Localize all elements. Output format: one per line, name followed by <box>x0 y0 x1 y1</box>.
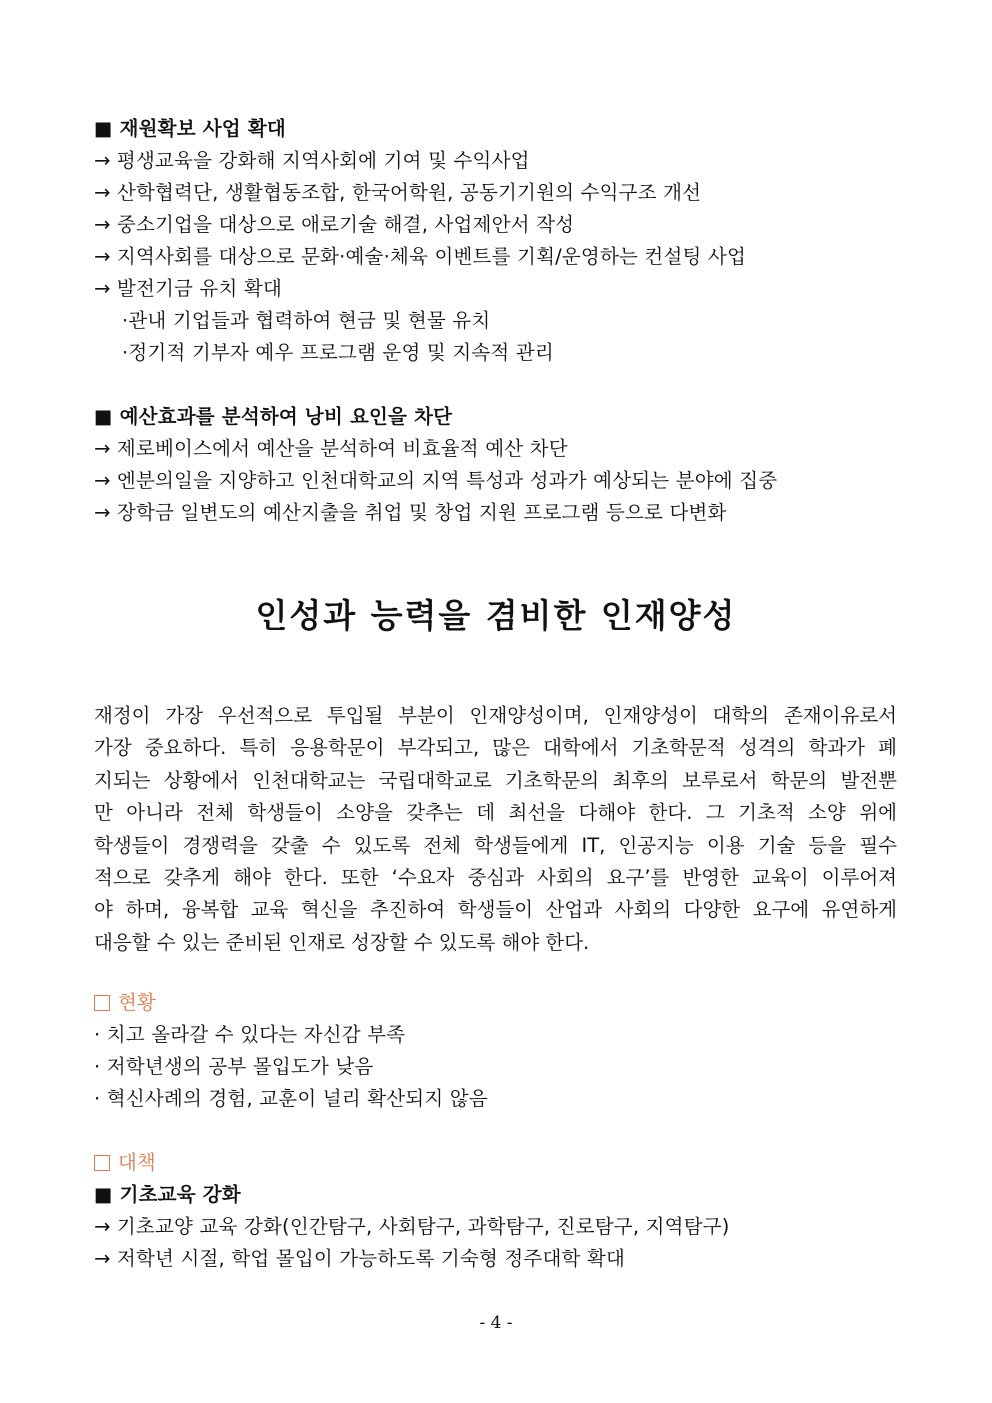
list-item: → 중소기업을 대상으로 애로기술 해결, 사업제안서 작성 <box>94 213 575 236</box>
sub-list-item: ·정기적 기부자 예우 프로그램 운영 및 지속적 관리 <box>122 341 554 364</box>
paragraph-line: 대응할 수 있는 준비된 인재로 성장할 수 있도록 해야 한다. <box>94 930 590 954</box>
list-item: · 치고 올라갈 수 있다는 자신감 부족 <box>94 1023 406 1046</box>
list-item: → 산학협력단, 생활협동조합, 한국어학원, 공동기기원의 수익구조 개선 <box>94 181 702 204</box>
paragraph-line: 적으로 갖추게 해야 한다. 또한 ‘수요자 중심과 사회의 요구’를 반영한 교육이 이루어져 <box>94 866 897 890</box>
body-paragraph <box>94 700 897 959</box>
section-heading-funding: ■ 재원확보 사업 확대 <box>94 117 286 140</box>
current-status-heading: 현황 <box>94 987 156 1019</box>
measures-heading: 대책 <box>94 1147 156 1179</box>
sub-list-item: ·관내 기업들과 협력하여 현금 및 현물 유치 <box>122 309 491 332</box>
paragraph-line: 만 아니라 전체 학생들이 소양을 갖추는 데 최선을 다해야 한다. 그 기초적 소양 위에 <box>94 801 897 825</box>
checkbox-square-icon <box>94 1155 110 1171</box>
list-item: · 혁신사례의 경험, 교훈이 널리 확산되지 않음 <box>94 1087 488 1110</box>
list-item: → 장학금 일변도의 예산지출을 취업 및 창업 지원 프로그램 등으로 다변화 <box>94 501 727 524</box>
checkbox-square-icon <box>94 995 110 1011</box>
list-item: · 저학년생의 공부 몰입도가 낮음 <box>94 1055 374 1078</box>
list-item: → 기초교양 교육 강화(인간탐구, 사회탐구, 과학탐구, 진로탐구, 지역탐구) <box>94 1215 730 1238</box>
section-heading-basic-education: ■ 기초교육 강화 <box>94 1183 241 1206</box>
list-item: → 발전기금 유치 확대 <box>94 277 283 300</box>
list-item: → 저학년 시절, 학업 몰입이 가능하도록 기숙형 정주대학 확대 <box>94 1247 626 1270</box>
section-heading-budget: ■ 예산효과를 분석하여 낭비 요인을 차단 <box>94 405 453 428</box>
paragraph-line: 재정이 가장 우선적으로 투입될 부분이 인재양성이며, 인재양성이 대학의 존재이유로서 <box>94 704 897 727</box>
list-item: → 엔분의일을 지양하고 인천대학교의 지역 특성과 성과가 예상되는 분야에 집중 <box>94 469 778 492</box>
paragraph-line: 야 하며, 융복합 교육 혁신을 추진하여 학생들이 산업과 사회의 다양한 요구에 유연하게 <box>94 898 897 922</box>
list-item: → 제로베이스에서 예산을 분석하여 비효율적 예산 차단 <box>94 437 568 460</box>
paragraph-line: 학생들이 경쟁력을 갖출 수 있도록 전체 학생들에게 IT, 인공지능 이용 기술 등을 필수 <box>94 833 897 857</box>
paragraph-line: 지되는 상황에서 인천대학교는 국립대학교로 기초학문의 최후의 보루로서 학문의 발전뿐 <box>94 768 897 792</box>
main-title: 인성과 능력을 겸비한 인재양성 <box>255 596 737 635</box>
page-number: - 4 - <box>479 1313 513 1333</box>
list-item: → 지역사회를 대상으로 문화·예술·체육 이벤트를 기획/운영하는 컨설팅 사업 <box>94 245 747 268</box>
list-item: → 평생교육을 강화해 지역사회에 기여 및 수익사업 <box>94 149 530 172</box>
paragraph-line: 가장 중요하다. 특히 응용학문이 부각되고, 많은 대학에서 기초학문적 성격의 학과가 폐 <box>94 736 897 760</box>
